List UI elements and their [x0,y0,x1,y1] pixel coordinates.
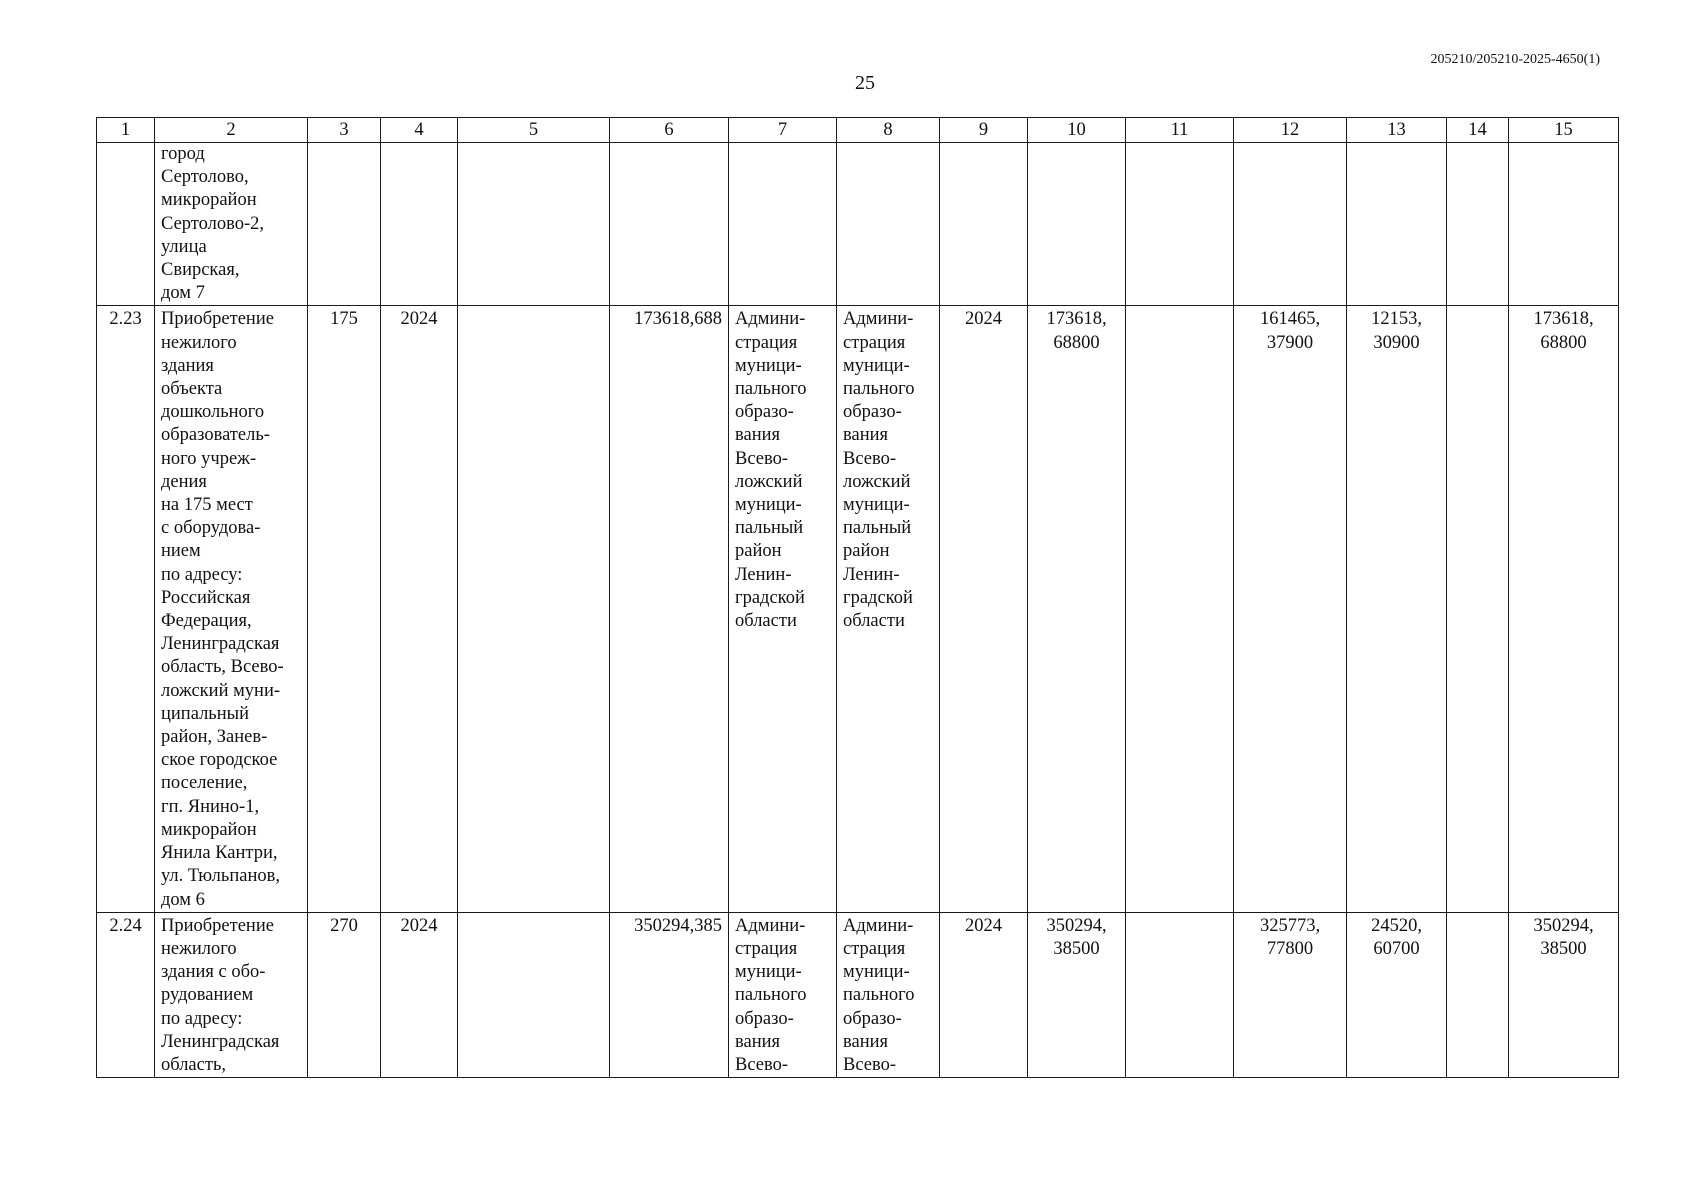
document-id: 205210/205210-2025-4650(1) [1430,52,1600,67]
table-cell: 2024 [940,306,1028,912]
column-header: 12 [1234,118,1347,143]
column-header: 14 [1447,118,1509,143]
table-row [97,306,1619,912]
table-cell [308,143,381,306]
column-header: 13 [1347,118,1447,143]
table-cell [610,143,729,306]
row-number-cell: 2.24 [97,912,155,1077]
table-cell: 2024 [381,306,458,912]
table-cell: 173618,688 [610,306,729,912]
table-cell [1126,306,1234,912]
table-cell: 350294,385 [610,912,729,1077]
table-cell: 161465, 37900 [1234,306,1347,912]
column-header: 5 [458,118,610,143]
table-cell: 270 [308,912,381,1077]
table-cell: 2024 [940,912,1028,1077]
table-cell: 2024 [381,912,458,1077]
table-cell [458,306,610,912]
table-cell: 350294, 38500 [1028,912,1126,1077]
column-header: 7 [729,118,837,143]
table-cell: 175 [308,306,381,912]
column-header: 3 [308,118,381,143]
column-header: 4 [381,118,458,143]
table-cell: Админи- страция муници- пального образо- вания Всево- [729,912,837,1077]
table-cell: Админи- страция муници- пального образо- вания Всево- ложский муници- пальный район Ленин- градской области [837,306,940,912]
table-cell [1447,306,1509,912]
table-cell [940,143,1028,306]
table-cell: 325773, 77800 [1234,912,1347,1077]
table-cell: 173618, 68800 [1509,306,1619,912]
table-cell [1028,143,1126,306]
table-cell: 12153, 30900 [1347,306,1447,912]
row-number-cell: 2.23 [97,306,155,912]
table-row [97,912,1619,1077]
object-name-cell: Приобретение нежилого здания объекта дошкольного образователь- ного учреж- дения на 175 мест с оборудова- нием по адресу: Российская Федерация, Ленинградская область, Всево- ложский муни- ципальный район, Занев- ское городское поселение, гп. Янино-1, микрорайон Янила Кантри, ул. Тюльпанов, дом 6 [155,306,308,912]
table-cell [1347,143,1447,306]
column-header: 6 [610,118,729,143]
object-name-cell: Приобретение нежилого здания с обо- рудованием по адресу: Ленинградская область, [155,912,308,1077]
column-header: 11 [1126,118,1234,143]
table-cell [1126,143,1234,306]
table-row [97,143,1619,306]
table-cell [1509,143,1619,306]
column-header: 8 [837,118,940,143]
column-header: 9 [940,118,1028,143]
table-cell: Админи- страция муници- пального образо- вания Всево- [837,912,940,1077]
column-header: 15 [1509,118,1619,143]
table-cell [381,143,458,306]
table-cell [837,143,940,306]
table-cell [458,143,610,306]
table-cell [1447,143,1509,306]
data-table [96,117,1619,1078]
column-number-row [97,118,1619,143]
column-header: 2 [155,118,308,143]
table-cell: 173618, 68800 [1028,306,1126,912]
column-header: 10 [1028,118,1126,143]
object-name-cell: город Сертолово, микрорайон Сертолово-2, улица Свирская, дом 7 [155,143,308,306]
table-cell [458,912,610,1077]
column-header: 1 [97,118,155,143]
table-cell: 350294, 38500 [1509,912,1619,1077]
table-cell [1126,912,1234,1077]
table-cell: 24520, 60700 [1347,912,1447,1077]
table-cell: Админи- страция муници- пального образо- вания Всево- ложский муници- пальный район Ленин- градской области [729,306,837,912]
table-cell [729,143,837,306]
table-cell [1447,912,1509,1077]
row-number-cell [97,143,155,306]
table-cell [1234,143,1347,306]
page-number: 25 [855,72,875,94]
